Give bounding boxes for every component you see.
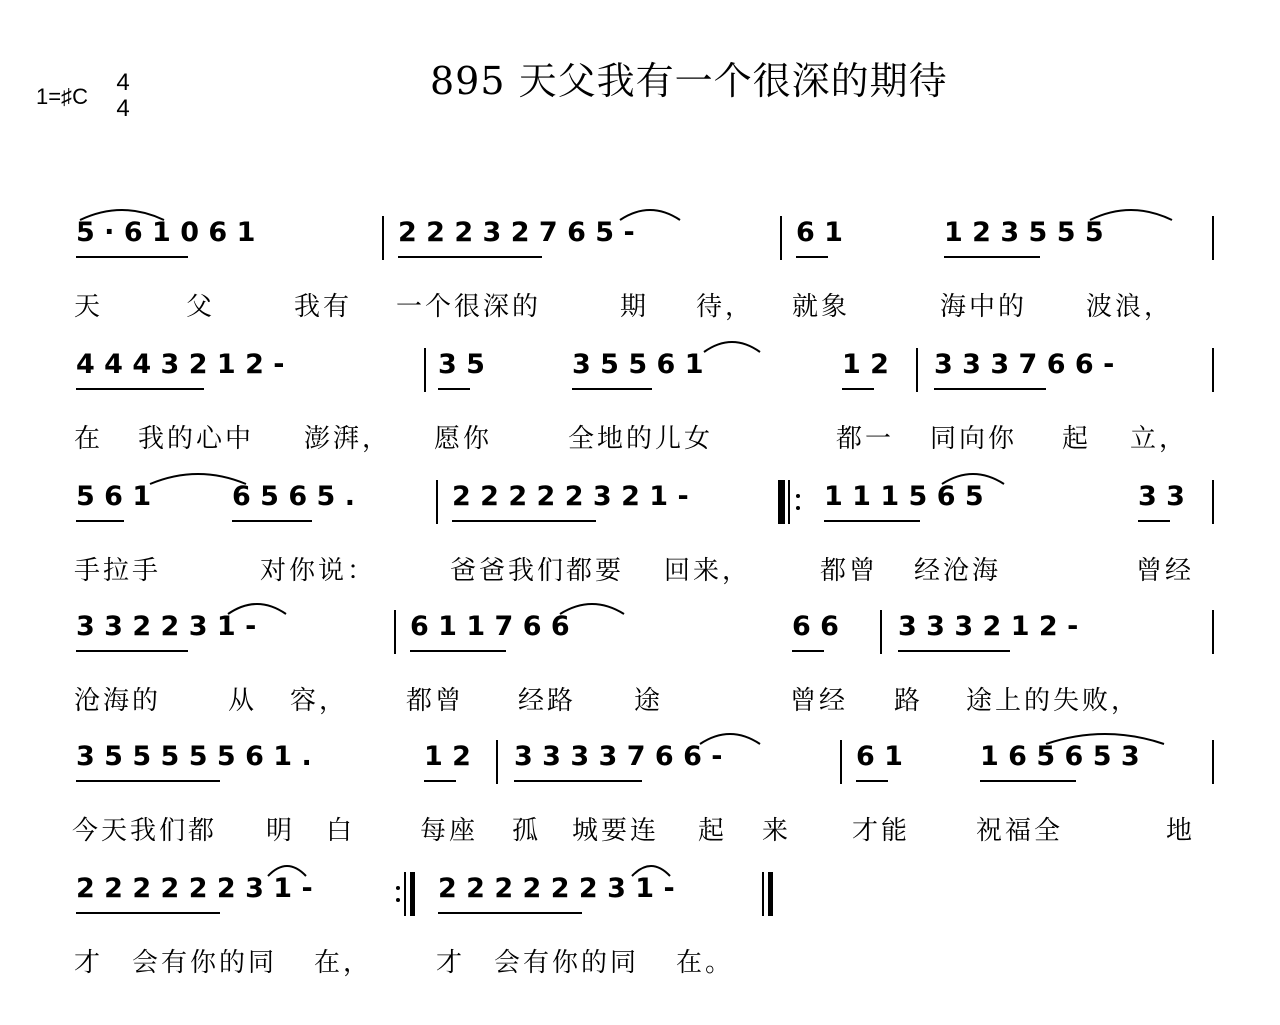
note-group: 3 5 5 5 5 5 6 1 .: [76, 741, 312, 772]
note-group: 6 1: [856, 741, 903, 772]
time-signature-bottom: 4: [116, 95, 130, 122]
lyric-word: 手拉手: [74, 556, 162, 586]
page-title: 895 天父我有一个很深的期待: [430, 59, 948, 103]
lyric-word: 明: [266, 816, 296, 846]
lyric-word: 期: [620, 292, 650, 322]
time-signature-top: 4: [116, 69, 130, 96]
lyric-word: 来: [762, 816, 792, 846]
note-group: 5 · 6 1 0 6 1: [76, 217, 256, 248]
lyric-word: 我的心中: [138, 424, 255, 454]
lyric-word: 一个很深的: [396, 292, 542, 322]
lyric-word: 愿你: [434, 424, 493, 454]
lyric-word: 每座: [420, 816, 479, 846]
lyric-word: 曾经: [790, 686, 849, 716]
lyric-word: 途: [634, 686, 664, 716]
lyric-word: 海中的: [940, 292, 1028, 322]
lyric-word: 才能: [852, 816, 911, 846]
note-group: 4 4 4 3 2 1 2 -: [76, 349, 285, 380]
lyric-word: 今天我们都: [72, 816, 218, 846]
note-group: 2 2 2 2 2 2 3 1 -: [438, 873, 675, 904]
lyric-word: 全地的儿女: [568, 424, 714, 454]
lyric-word: 容，: [290, 686, 349, 716]
slur-arc: [620, 210, 680, 220]
lyric-word: 都一: [836, 424, 895, 454]
lyric-word: 波浪，: [1086, 292, 1174, 322]
note-group: 6 6: [792, 611, 839, 642]
note-group: 3 5 5 6 1: [572, 349, 704, 380]
note-group: 6 5 6 5 .: [232, 481, 356, 512]
lyric-word: 回来，: [664, 556, 752, 586]
slur-arc: [700, 734, 760, 744]
note-group: 3 5: [438, 349, 485, 380]
note-group: 2 2 2 2 2 2 3 1 -: [76, 873, 313, 904]
lyric-word: 路: [894, 686, 924, 716]
note-group: 3 3 3 2 1 2 -: [898, 611, 1079, 642]
note-group: 6 1: [796, 217, 843, 248]
slur-arc: [942, 474, 1004, 484]
lyric-word: 经沧海: [914, 556, 1002, 586]
lyric-word: 会有你的同: [132, 948, 278, 978]
key-signature: 1=♯C: [36, 84, 88, 109]
note-group: 3 3 2 2 3 1 -: [76, 611, 257, 642]
note-group: 1 6 5 6 5 3: [980, 741, 1140, 772]
lyric-word: 都曾: [406, 686, 465, 716]
lyric-word: 在: [74, 424, 104, 454]
lyric-word: 才: [74, 948, 104, 978]
slur-arc: [704, 342, 760, 352]
lyric-word: 途上的失败，: [966, 686, 1141, 716]
slur-arc: [80, 210, 164, 220]
lyric-word: 沧海的: [74, 686, 162, 716]
slur-arc: [150, 474, 246, 484]
slur-arc: [1090, 210, 1172, 220]
lyric-word: 在，: [314, 948, 373, 978]
lyric-word: 才: [436, 948, 466, 978]
lyric-word: 就象: [792, 292, 851, 322]
lyric-word: 起: [1062, 424, 1092, 454]
note-group: 3 3 3 3 7 6 6 -: [514, 741, 723, 772]
lyric-word: 经路: [518, 686, 577, 716]
note-group: 5 6 1: [76, 481, 152, 512]
note-group: 6 1 1 7 6 6: [410, 611, 570, 642]
lyric-word: 都曾: [820, 556, 879, 586]
lyric-word: 对你说：: [260, 556, 377, 586]
lyric-word: 孤: [512, 816, 542, 846]
lyric-word: 祝福全: [976, 816, 1064, 846]
note-group: 3 3: [1138, 481, 1185, 512]
lyric-word: 从: [228, 686, 258, 716]
lyric-word: 在。: [676, 948, 735, 978]
slur-arc: [560, 604, 624, 614]
lyric-word: 天: [74, 292, 104, 322]
lyric-word: 我有: [294, 292, 353, 322]
slur-arc: [632, 866, 670, 876]
slur-arc: [1046, 734, 1164, 744]
lyric-word: 白: [326, 816, 356, 846]
lyric-word: 地: [1166, 816, 1196, 846]
note-group: 1 2: [424, 741, 471, 772]
slur-arc: [228, 604, 286, 614]
lyric-word: 曾经: [1136, 556, 1195, 586]
lyric-word: 同向你: [930, 424, 1018, 454]
lyric-word: 会有你的同: [494, 948, 640, 978]
lyric-word: 父: [186, 292, 216, 322]
lyric-word: 起: [698, 816, 728, 846]
note-group: 3 3 3 7 6 6 -: [934, 349, 1115, 380]
note-group: 1 1 1 5 6 5: [824, 481, 984, 512]
lyric-word: 爸爸我们都要: [450, 556, 625, 586]
note-group: 1 2 3 5 5 5: [944, 217, 1104, 248]
lyric-word: 城要连: [572, 816, 660, 846]
slur-arc: [268, 866, 306, 876]
note-group: 1 2: [842, 349, 889, 380]
note-group: 2 2 2 3 2 7 6 5 -: [398, 217, 635, 248]
note-group: 2 2 2 2 2 3 2 1 -: [452, 481, 689, 512]
lyric-word: 立，: [1130, 424, 1189, 454]
lyric-word: 待，: [696, 292, 755, 322]
lyric-word: 澎湃，: [304, 424, 392, 454]
